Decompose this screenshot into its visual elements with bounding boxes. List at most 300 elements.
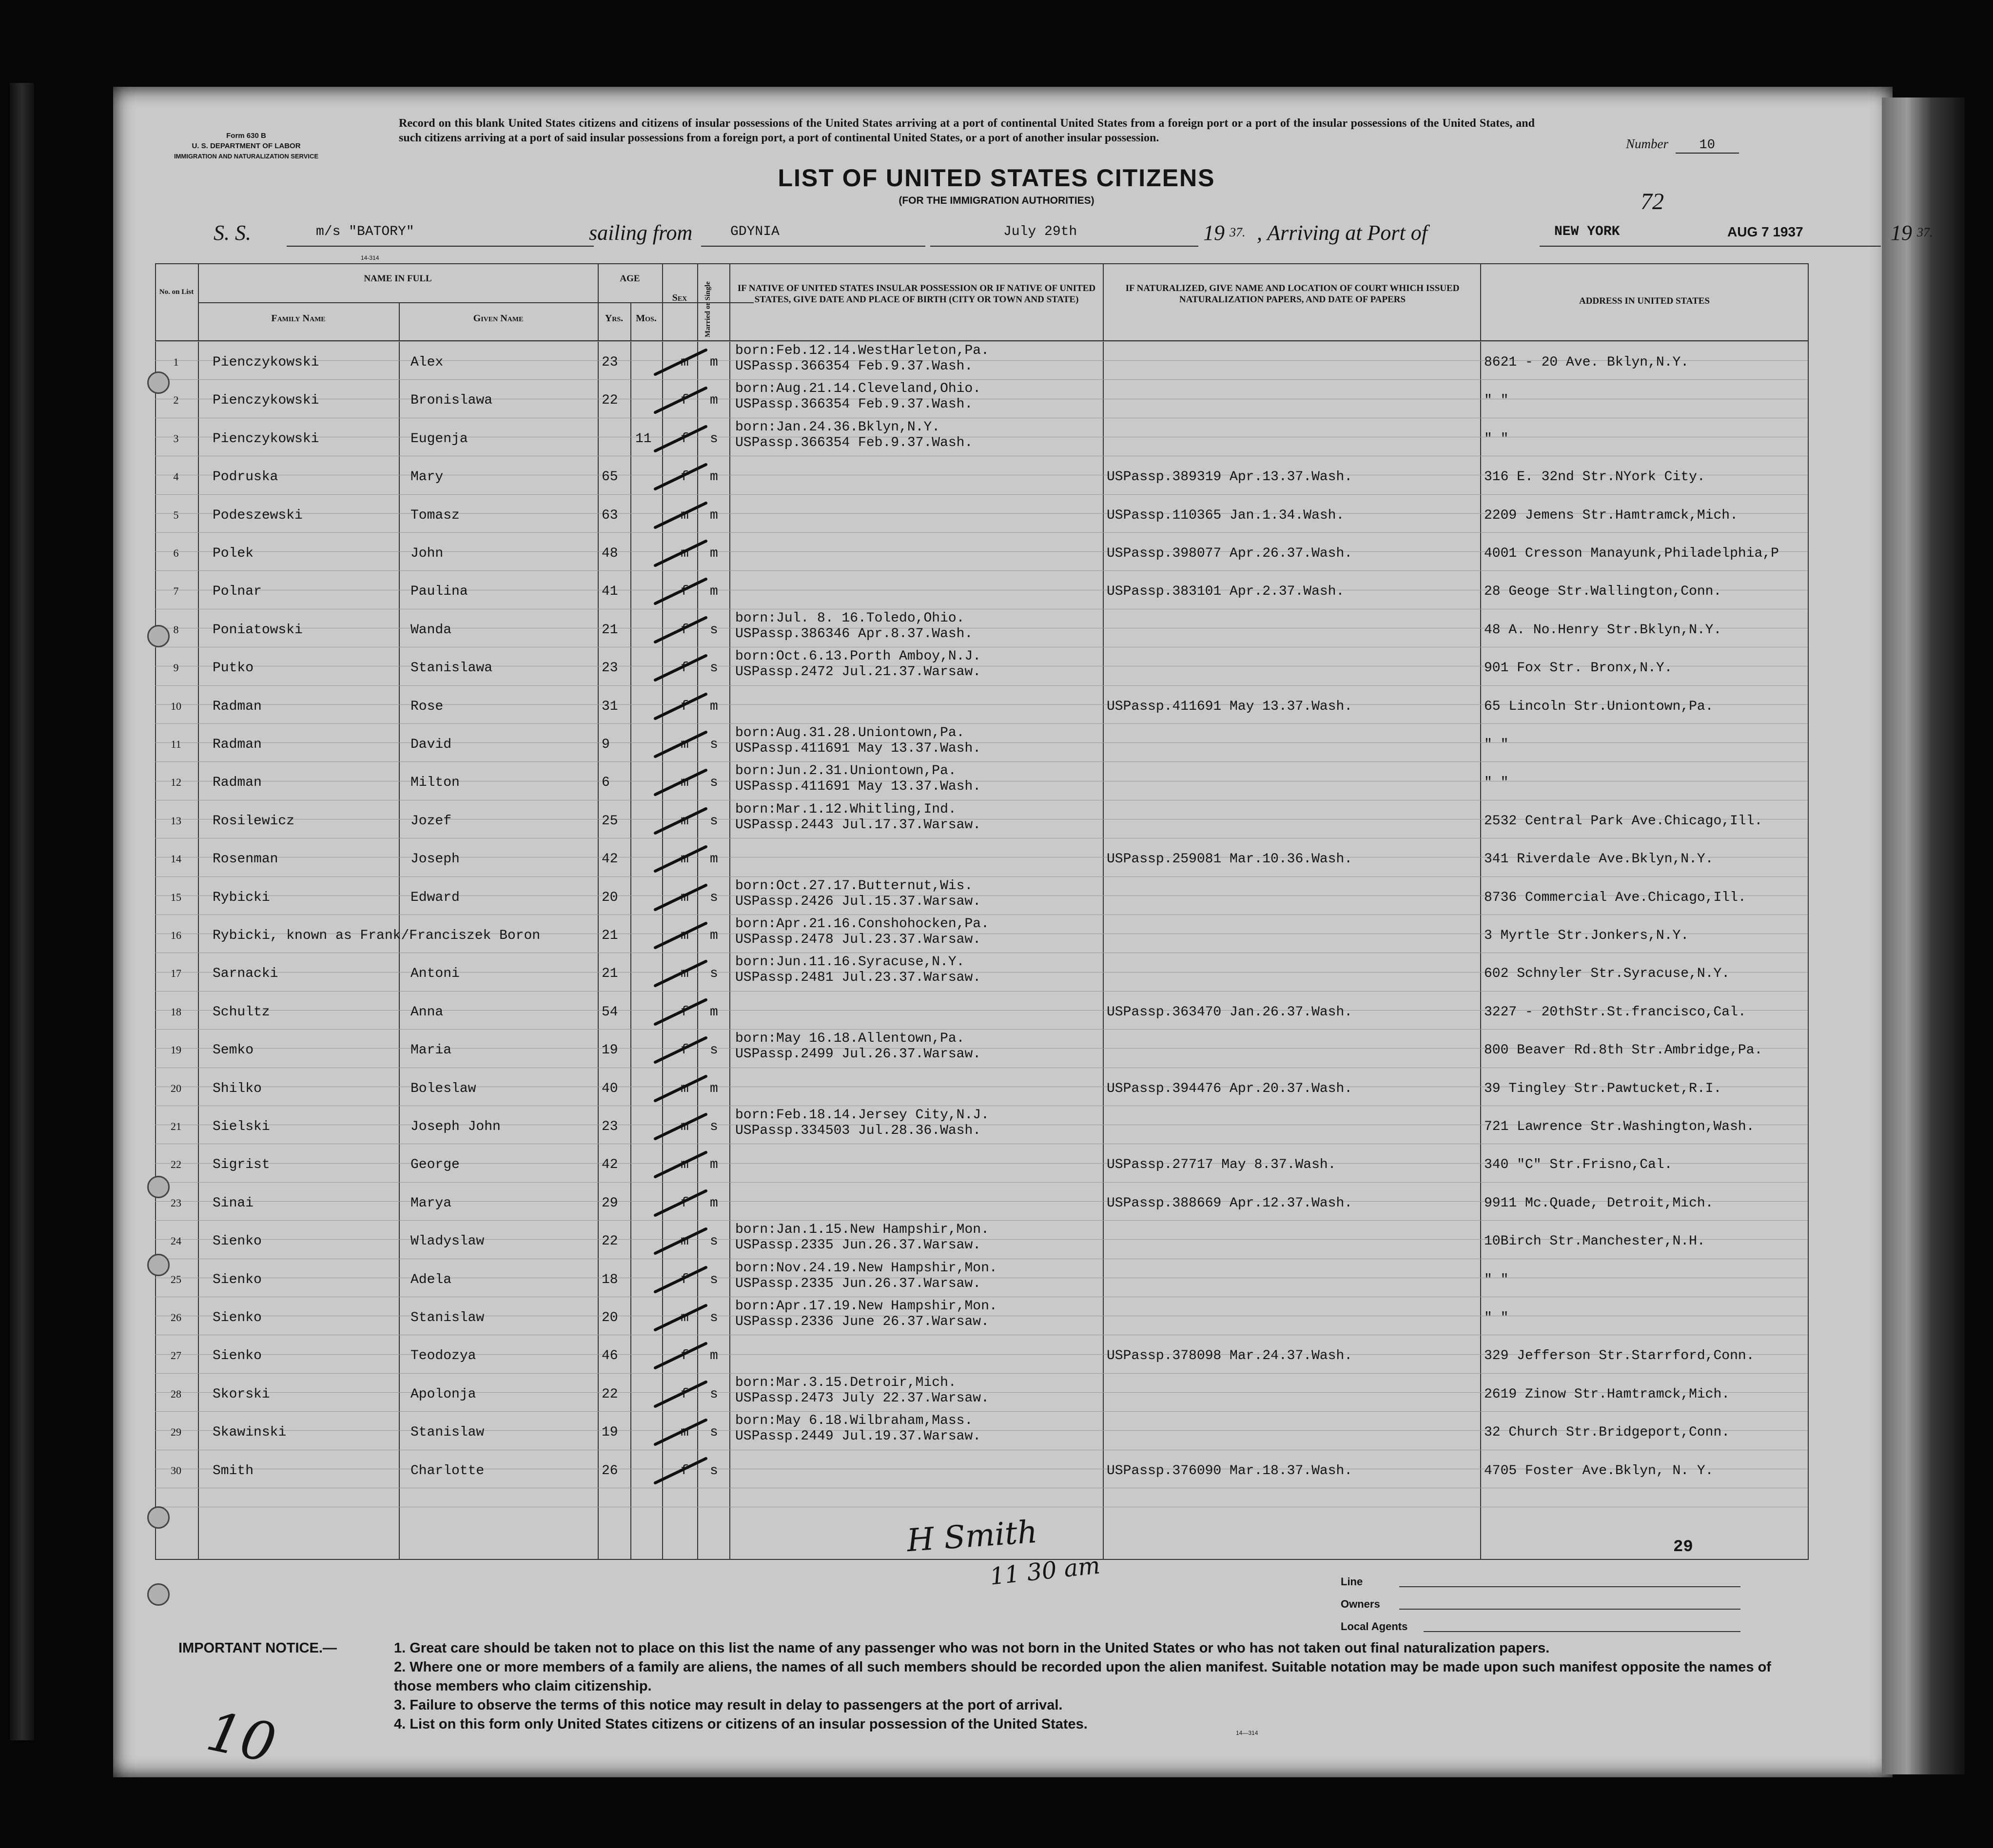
sex: m: [681, 928, 689, 943]
sex: f: [681, 1195, 689, 1211]
family-name: Podruska: [213, 469, 278, 485]
notice-code: 14—314: [1236, 1730, 1258, 1736]
birth-info: born:Oct.6.13.Porth Amboy,N.J.: [735, 649, 981, 664]
table-row: [155, 1373, 1808, 1411]
row-number: 10: [171, 700, 181, 712]
col-birth: IF NATIVE OF UNITED STATES INSULAR POSSESSION OR IF NATIVE OF UNITED STATES, GIVE DATE AND PLACE OF BIRTH (CITY OR TOWN AND STATE): [737, 283, 1096, 305]
row-number: 25: [171, 1273, 181, 1285]
row-number: 26: [171, 1311, 181, 1323]
signature-time: 11 30 am: [988, 1552, 1102, 1591]
sex: m: [681, 1081, 689, 1096]
age-years: 29: [602, 1195, 618, 1211]
us-address: 2619 Zinow Str.Hamtramck,Mich.: [1484, 1386, 1730, 1402]
family-name: Shilko: [213, 1081, 262, 1096]
given-name: Eugenja: [410, 431, 468, 447]
naturalization-info: USPassp.376090 Mar.18.37.Wash.: [1107, 1463, 1353, 1478]
col-sex: Sex: [672, 292, 687, 303]
sex: f: [681, 1348, 689, 1364]
us-address: 341 Riverdale Ave.Bklyn,N.Y.: [1484, 852, 1714, 867]
sex: f: [681, 699, 689, 714]
table-row: [155, 418, 1808, 456]
age-years: 40: [602, 1081, 618, 1096]
form-identifier: [154, 131, 339, 161]
us-address: " ": [1484, 393, 1509, 409]
col-given-name: Given Name: [473, 313, 524, 324]
row-number: 12: [171, 776, 181, 789]
birth-passport: USPassp.2335 Jun.26.37.Warsaw.: [735, 1238, 981, 1253]
us-address: 602 Schnyler Str.Syracuse,N.Y.: [1484, 966, 1730, 982]
given-name: Anna: [410, 1004, 444, 1020]
naturalization-info: USPassp.363470 Jan.26.37.Wash.: [1107, 1004, 1353, 1020]
col-address: ADDRESS IN UNITED STATES: [1579, 296, 1710, 306]
family-name: Putko: [213, 661, 254, 676]
form-number: Form 630 B: [226, 132, 266, 140]
table-row: [155, 761, 1808, 799]
marital-status: m: [710, 928, 718, 943]
family-name: Sienko: [213, 1272, 262, 1287]
birth-info: born:Mar.1.12.Whitling,Ind.: [735, 801, 957, 817]
table-row: [155, 914, 1808, 953]
table-row: [155, 1450, 1808, 1488]
us-address: 10Birch Str.Manchester,N.H.: [1484, 1234, 1705, 1249]
page-title: LIST OF UNITED STATES CITIZENS: [778, 164, 1215, 192]
marital-status: s: [710, 1386, 718, 1402]
table-row: [155, 838, 1808, 876]
voyage-line: [214, 220, 1933, 250]
given-name: Antoni: [410, 966, 460, 982]
birth-info: born:Jan.24.36.Bklyn,N.Y.: [735, 419, 940, 435]
given-name: Jozef: [410, 813, 452, 829]
table-row: [155, 1182, 1808, 1220]
row-number: 5: [173, 508, 179, 521]
age-years: 22: [602, 1386, 618, 1402]
family-name: Skorski: [213, 1386, 270, 1402]
given-name: Wladyslaw: [410, 1234, 485, 1249]
sex: f: [681, 469, 689, 485]
table-row: [155, 1259, 1808, 1297]
sex: m: [681, 355, 689, 370]
marital-status: m: [710, 584, 718, 600]
marital-status: s: [710, 431, 718, 447]
arrival-port: NEW YORK: [1554, 224, 1620, 239]
col-age: AGE: [620, 273, 640, 284]
family-name: Polnar: [213, 584, 262, 600]
table-row: [155, 1029, 1808, 1067]
family-name: Rosenman: [213, 852, 278, 867]
page-subtitle: (FOR THE IMMIGRATION AUTHORITIES): [899, 195, 1094, 206]
year-1: 37.: [1230, 225, 1246, 239]
sailing-date: July 29th: [1003, 224, 1077, 239]
handwritten-10: 10: [201, 1699, 281, 1775]
given-name: Paulina: [410, 584, 468, 600]
birth-info: born:May 16.18.Allentown,Pa.: [735, 1031, 965, 1047]
given-name: Apolonja: [410, 1386, 476, 1402]
given-name: Maria: [410, 1043, 452, 1058]
us-address: 901 Fox Str. Bronx,N.Y.: [1484, 661, 1673, 676]
row-number: 24: [171, 1235, 181, 1247]
table-row: [155, 647, 1808, 685]
us-address: " ": [1484, 775, 1509, 791]
marital-status: s: [710, 622, 718, 638]
col-naturalized: IF NATURALIZED, GIVE NAME AND LOCATION OF COURT WHICH ISSUED NATURALIZATION PAPERS, AND DATE OF PAPERS: [1125, 283, 1460, 305]
age-years: 23: [602, 661, 618, 676]
sex: f: [681, 431, 689, 447]
naturalization-info: USPassp.110365 Jan.1.34.Wash.: [1107, 507, 1345, 523]
naturalization-info: USPassp.394476 Apr.20.37.Wash.: [1107, 1081, 1353, 1096]
birth-passport: USPassp.411691 May 13.37.Wash.: [735, 741, 981, 756]
birth-passport: USPassp.366354 Feb.9.37.Wash.: [735, 359, 973, 374]
marital-status: s: [710, 661, 718, 676]
birth-info: born:Aug.21.14.Cleveland,Ohio.: [735, 381, 981, 397]
given-name: Alex: [410, 355, 444, 370]
marital-status: s: [710, 813, 718, 829]
family-name: Skawinski: [213, 1425, 287, 1440]
birth-passport: USPassp.2426 Jul.15.37.Warsaw.: [735, 894, 981, 909]
age-years: 21: [602, 928, 618, 943]
naturalization-info: USPassp.388669 Apr.12.37.Wash.: [1107, 1195, 1353, 1211]
us-address: 2532 Central Park Ave.Chicago,Ill.: [1484, 813, 1763, 829]
family-name: Rybicki, known as Frank/Franciszek Boron: [213, 928, 541, 943]
handwritten-page-number: 29: [1673, 1538, 1693, 1556]
row-number: 29: [171, 1426, 181, 1439]
age-months: 11: [635, 431, 652, 447]
film-edge-left: [10, 83, 34, 1740]
table-row: [155, 685, 1808, 723]
given-name: Joseph John: [410, 1119, 501, 1134]
marital-status: s: [710, 1272, 718, 1287]
age-years: 9: [602, 737, 610, 752]
age-years: 48: [602, 546, 618, 561]
row-number: 3: [173, 432, 179, 445]
age-years: 54: [602, 1004, 618, 1020]
us-address: " ": [1484, 737, 1509, 752]
table-row: [155, 1220, 1808, 1258]
age-years: 19: [602, 1425, 618, 1440]
birth-info: born:Aug.31.28.Uniontown,Pa.: [735, 725, 965, 740]
row-number: 9: [173, 661, 179, 674]
naturalization-info: USPassp.411691 May 13.37.Wash.: [1107, 699, 1353, 714]
form-department: U. S. DEPARTMENT OF LABOR: [192, 142, 301, 150]
us-address: 721 Lawrence Str.Washington,Wash.: [1484, 1119, 1755, 1134]
given-name: Stanislaw: [410, 1310, 485, 1325]
row-number: 1: [173, 356, 179, 368]
marital-status: m: [710, 393, 718, 409]
birth-info: born:Apr.21.16.Conshohocken,Pa.: [735, 916, 989, 932]
birth-passport: USPassp.411691 May 13.37.Wash.: [735, 779, 981, 795]
family-name: Sarnacki: [213, 966, 278, 982]
us-address: " ": [1484, 1272, 1509, 1287]
col-yrs: Yrs.: [605, 313, 624, 324]
age-years: 21: [602, 622, 618, 638]
sex: m: [681, 507, 689, 523]
local-agents-label: Local Agents: [1341, 1620, 1408, 1633]
table-row: [155, 379, 1808, 417]
given-name: Stanislawa: [410, 661, 493, 676]
sex: f: [681, 584, 689, 600]
family-name: Sigrist: [213, 1157, 270, 1173]
handwritten-72: 72: [1641, 189, 1664, 214]
row-number: 21: [171, 1120, 181, 1132]
table-row: [155, 570, 1808, 608]
us-address: 65 Lincoln Str.Uniontown,Pa.: [1484, 699, 1714, 714]
us-address: 32 Church Str.Bridgeport,Conn.: [1484, 1425, 1730, 1440]
marital-status: m: [710, 1004, 718, 1020]
given-name: David: [410, 737, 452, 752]
us-address: " ": [1484, 431, 1509, 447]
family-name: Rybicki: [213, 890, 270, 905]
marital-status: m: [710, 1157, 718, 1173]
marital-status: s: [710, 890, 718, 905]
age-years: 23: [602, 355, 618, 370]
birth-info: born:Feb.18.14.Jersey City,N.J.: [735, 1108, 989, 1123]
marital-status: m: [710, 1348, 718, 1364]
given-name: Bronislawa: [410, 393, 493, 409]
punch-hole: [147, 625, 170, 647]
punch-hole: [147, 1176, 170, 1198]
marital-status: s: [710, 966, 718, 982]
sex: m: [681, 1234, 689, 1249]
col-mos: Mos.: [636, 313, 657, 324]
row-number: 13: [171, 814, 181, 827]
family-name: Sienko: [213, 1310, 262, 1325]
birth-info: born:Oct.27.17.Butternut,Wis.: [735, 878, 973, 894]
sex: m: [681, 813, 689, 829]
naturalization-info: USPassp.259081 Mar.10.36.Wash.: [1107, 852, 1353, 867]
birth-passport: USPassp.334503 Jul.28.36.Wash.: [735, 1123, 981, 1138]
row-number: 22: [171, 1158, 181, 1171]
us-address: 9911 Mc.Quade, Detroit,Mich.: [1484, 1195, 1714, 1211]
marital-status: m: [710, 699, 718, 714]
sex: m: [681, 1310, 689, 1325]
given-name: Tomasz: [410, 507, 460, 523]
age-years: 65: [602, 469, 618, 485]
given-name: Stanislaw: [410, 1425, 485, 1440]
age-years: 25: [602, 813, 618, 829]
row-number: 18: [171, 1005, 181, 1018]
us-address: 329 Jefferson Str.Starrford,Conn.: [1484, 1348, 1755, 1364]
age-years: 42: [602, 852, 618, 867]
col-family-name: Family Name: [271, 313, 326, 324]
us-address: 2209 Jemens Str.Hamtramck,Mich.: [1484, 507, 1738, 523]
sex: f: [681, 1386, 689, 1402]
given-name: Teodozya: [410, 1348, 476, 1364]
row-number: 28: [171, 1387, 181, 1400]
family-name: Schultz: [213, 1004, 270, 1020]
marital-status: m: [710, 469, 718, 485]
birth-info: born:Jun.2.31.Uniontown,Pa.: [735, 763, 957, 779]
us-address: 800 Beaver Rd.8th Str.Ambridge,Pa.: [1484, 1043, 1763, 1058]
table-row: [155, 876, 1808, 914]
table-row: [155, 609, 1808, 647]
naturalization-info: USPassp.383101 Apr.2.37.Wash.: [1107, 584, 1345, 600]
naturalization-info: USPassp.389319 Apr.13.37.Wash.: [1107, 469, 1353, 485]
age-years: 41: [602, 584, 618, 600]
table-row: [155, 1144, 1808, 1182]
given-name: George: [410, 1157, 460, 1173]
birth-passport: USPassp.2499 Jul.26.37.Warsaw.: [735, 1047, 981, 1062]
us-address: 4001 Cresson Manayunk,Philadelphia,P: [1484, 546, 1779, 561]
given-name: Charlotte: [410, 1463, 485, 1478]
year-prefix-1: 19: [1203, 221, 1225, 245]
given-name: Mary: [410, 469, 444, 485]
table-row: [155, 1297, 1808, 1335]
sex: m: [681, 966, 689, 982]
list-number-label: Number: [1626, 136, 1668, 151]
table-row: [155, 456, 1808, 494]
punch-hole: [147, 1583, 170, 1606]
given-name: Wanda: [410, 622, 452, 638]
age-years: 22: [602, 1234, 618, 1249]
birth-passport: USPassp.386346 Apr.8.37.Wash.: [735, 626, 973, 642]
table-row: [155, 1106, 1808, 1144]
given-name: Adela: [410, 1272, 452, 1287]
list-number: [1626, 136, 1739, 154]
birth-passport: USPassp.366354 Feb.9.37.Wash.: [735, 435, 973, 450]
line-field: [1341, 1576, 1363, 1588]
birth-passport: USPassp.366354 Feb.9.37.Wash.: [735, 397, 973, 412]
row-number: 17: [171, 967, 181, 980]
table-row: [155, 1411, 1808, 1449]
record-instructions: Record on this blank United States citizens and citizens of insular possessions of the United States arriving at a port of continental United States from a foreign port or a port of the insular possessions of the United States, and such citizens arriving at a port of said insular possessions from a foreign port, a port of continental United States, or a port of another insular possession.: [399, 117, 1535, 144]
list-number-value: 10: [1676, 138, 1739, 154]
row-number: 15: [171, 891, 181, 903]
family-name: Radman: [213, 775, 262, 791]
marital-status: m: [710, 507, 718, 523]
sailing-from: GDYNIA: [730, 224, 780, 239]
us-address: 3 Myrtle Str.Jonkers,N.Y.: [1484, 928, 1689, 943]
family-name: Podeszewski: [213, 507, 303, 523]
birth-info: born:Mar.3.15.Detroir,Mich.: [735, 1375, 957, 1390]
form-service: IMMIGRATION AND NATURALIZATION SERVICE: [174, 153, 319, 160]
family-name: Radman: [213, 737, 262, 752]
family-name: Sienko: [213, 1348, 262, 1364]
year-prefix-2: 19: [1891, 221, 1912, 245]
sailing-label: sailing from: [589, 221, 693, 245]
age-years: 18: [602, 1272, 618, 1287]
birth-passport: USPassp.2472 Jul.21.37.Warsaw.: [735, 664, 981, 680]
age-years: 21: [602, 966, 618, 982]
table-row: [155, 494, 1808, 532]
family-name: Sienko: [213, 1234, 262, 1249]
table-row: [155, 341, 1808, 379]
age-years: 6: [602, 775, 610, 791]
table-row: [155, 1335, 1808, 1373]
family-name: Semko: [213, 1043, 254, 1058]
ship-name: m/s "BATORY": [316, 224, 414, 239]
marital-status: s: [710, 1234, 718, 1249]
age-years: 23: [602, 1119, 618, 1134]
sex: m: [681, 1119, 689, 1134]
us-address: 39 Tingley Str.Pawtucket,R.I.: [1484, 1081, 1722, 1096]
marital-status: s: [710, 1119, 718, 1134]
col-no: No. on List: [159, 288, 194, 296]
birth-passport: USPassp.2473 July 22.37.Warsaw.: [735, 1390, 989, 1406]
us-address: 28 Geoge Str.Wallington,Conn.: [1484, 584, 1722, 600]
row-number: 4: [173, 470, 179, 483]
notice-item-4: 4. List on this form only United States citizens or citizens of an insular possession of the United States.: [394, 1716, 1088, 1732]
age-years: 31: [602, 699, 618, 714]
row-number: 16: [171, 929, 181, 941]
given-name: John: [410, 546, 444, 561]
us-address: " ": [1484, 1310, 1509, 1325]
sex: m: [681, 737, 689, 752]
birth-passport: USPassp.2478 Jul.23.37.Warsaw.: [735, 932, 981, 947]
sex: f: [681, 661, 689, 676]
birth-info: born:Jul. 8. 16.Toledo,Ohio.: [735, 610, 965, 626]
us-address: 4705 Foster Ave.Bklyn, N. Y.: [1484, 1463, 1714, 1478]
marital-status: m: [710, 1081, 718, 1096]
row-number: 2: [173, 394, 179, 407]
arriving-label: , Arriving at Port of: [1257, 221, 1427, 245]
age-years: 20: [602, 1310, 618, 1325]
family-name: Sinai: [213, 1195, 254, 1211]
row-number: 14: [171, 853, 181, 865]
sex: m: [681, 775, 689, 791]
birth-info: born:Feb.12.14.WestHarleton,Pa.: [735, 343, 989, 358]
row-number: 6: [173, 547, 179, 559]
sex: f: [681, 1272, 689, 1287]
notice-item-1: 1. Great care should be taken not to place on this list the name of any passenger who was not born in the United States or who has not taken out final naturalization papers.: [394, 1640, 1550, 1656]
page-edge-right: [1882, 97, 1965, 1774]
notice-item-2: 2. Where one or more members of a family are aliens, the names of all such members should be recorded upon the alien manifest. Suitable notation may be made upon such manifest opposite the names of those members who claim citizenship.: [394, 1659, 1771, 1694]
age-years: 20: [602, 890, 618, 905]
birth-passport: USPassp.2481 Jul.23.37.Warsaw.: [735, 970, 981, 986]
birth-info: born:Apr.17.19.New Hampshir,Mon.: [735, 1299, 997, 1314]
owners-field: [1341, 1598, 1380, 1611]
marital-status: s: [710, 775, 718, 791]
table-row: [155, 800, 1808, 838]
row-number: 27: [171, 1349, 181, 1362]
family-name: Pienczykowski: [213, 355, 319, 370]
age-years: 42: [602, 1157, 618, 1173]
table-row: [155, 532, 1808, 570]
punch-hole: [147, 1506, 170, 1529]
family-name: Smith: [213, 1463, 254, 1478]
notice-label: IMPORTANT NOTICE.—: [178, 1640, 337, 1656]
row-number: 19: [171, 1044, 181, 1056]
birth-info: born:May 6.18.Wilbraham,Mass.: [735, 1413, 973, 1429]
col-married-single: Married or Single: [704, 281, 712, 337]
sex: f: [681, 1463, 689, 1478]
marital-status: s: [710, 1463, 718, 1478]
punch-hole: [147, 371, 170, 394]
marital-status: s: [710, 1310, 718, 1325]
family-name: Sielski: [213, 1119, 270, 1134]
local-agents-field: [1341, 1620, 1407, 1633]
table-row: [155, 953, 1808, 991]
marital-status: s: [710, 1043, 718, 1058]
birth-passport: USPassp.2335 Jun.26.37.Warsaw.: [735, 1276, 981, 1291]
us-address: 340 "C" Str.Frisno,Cal.: [1484, 1157, 1673, 1173]
year-2: 37.: [1917, 225, 1933, 239]
family-name: Radman: [213, 699, 262, 714]
given-name: Milton: [410, 775, 460, 791]
sex: m: [681, 1157, 689, 1173]
naturalization-info: USPassp.27717 May 8.37.Wash.: [1107, 1157, 1336, 1173]
table-row: [155, 1068, 1808, 1106]
ss-label: S. S.: [214, 221, 251, 245]
row-number: 20: [171, 1082, 181, 1094]
given-name: Rose: [410, 699, 444, 714]
given-name: Boleslaw: [410, 1081, 476, 1096]
row-number: 23: [171, 1196, 181, 1209]
family-name: Poniatowski: [213, 622, 303, 638]
us-address: 48 A. No.Henry Str.Bklyn,N.Y.: [1484, 622, 1722, 638]
birth-info: born:Nov.24.19.New Hampshir,Mon.: [735, 1260, 997, 1276]
age-years: 26: [602, 1463, 618, 1478]
punch-hole: [147, 1254, 170, 1276]
birth-passport: USPassp.2336 June 26.37.Warsaw.: [735, 1314, 989, 1329]
